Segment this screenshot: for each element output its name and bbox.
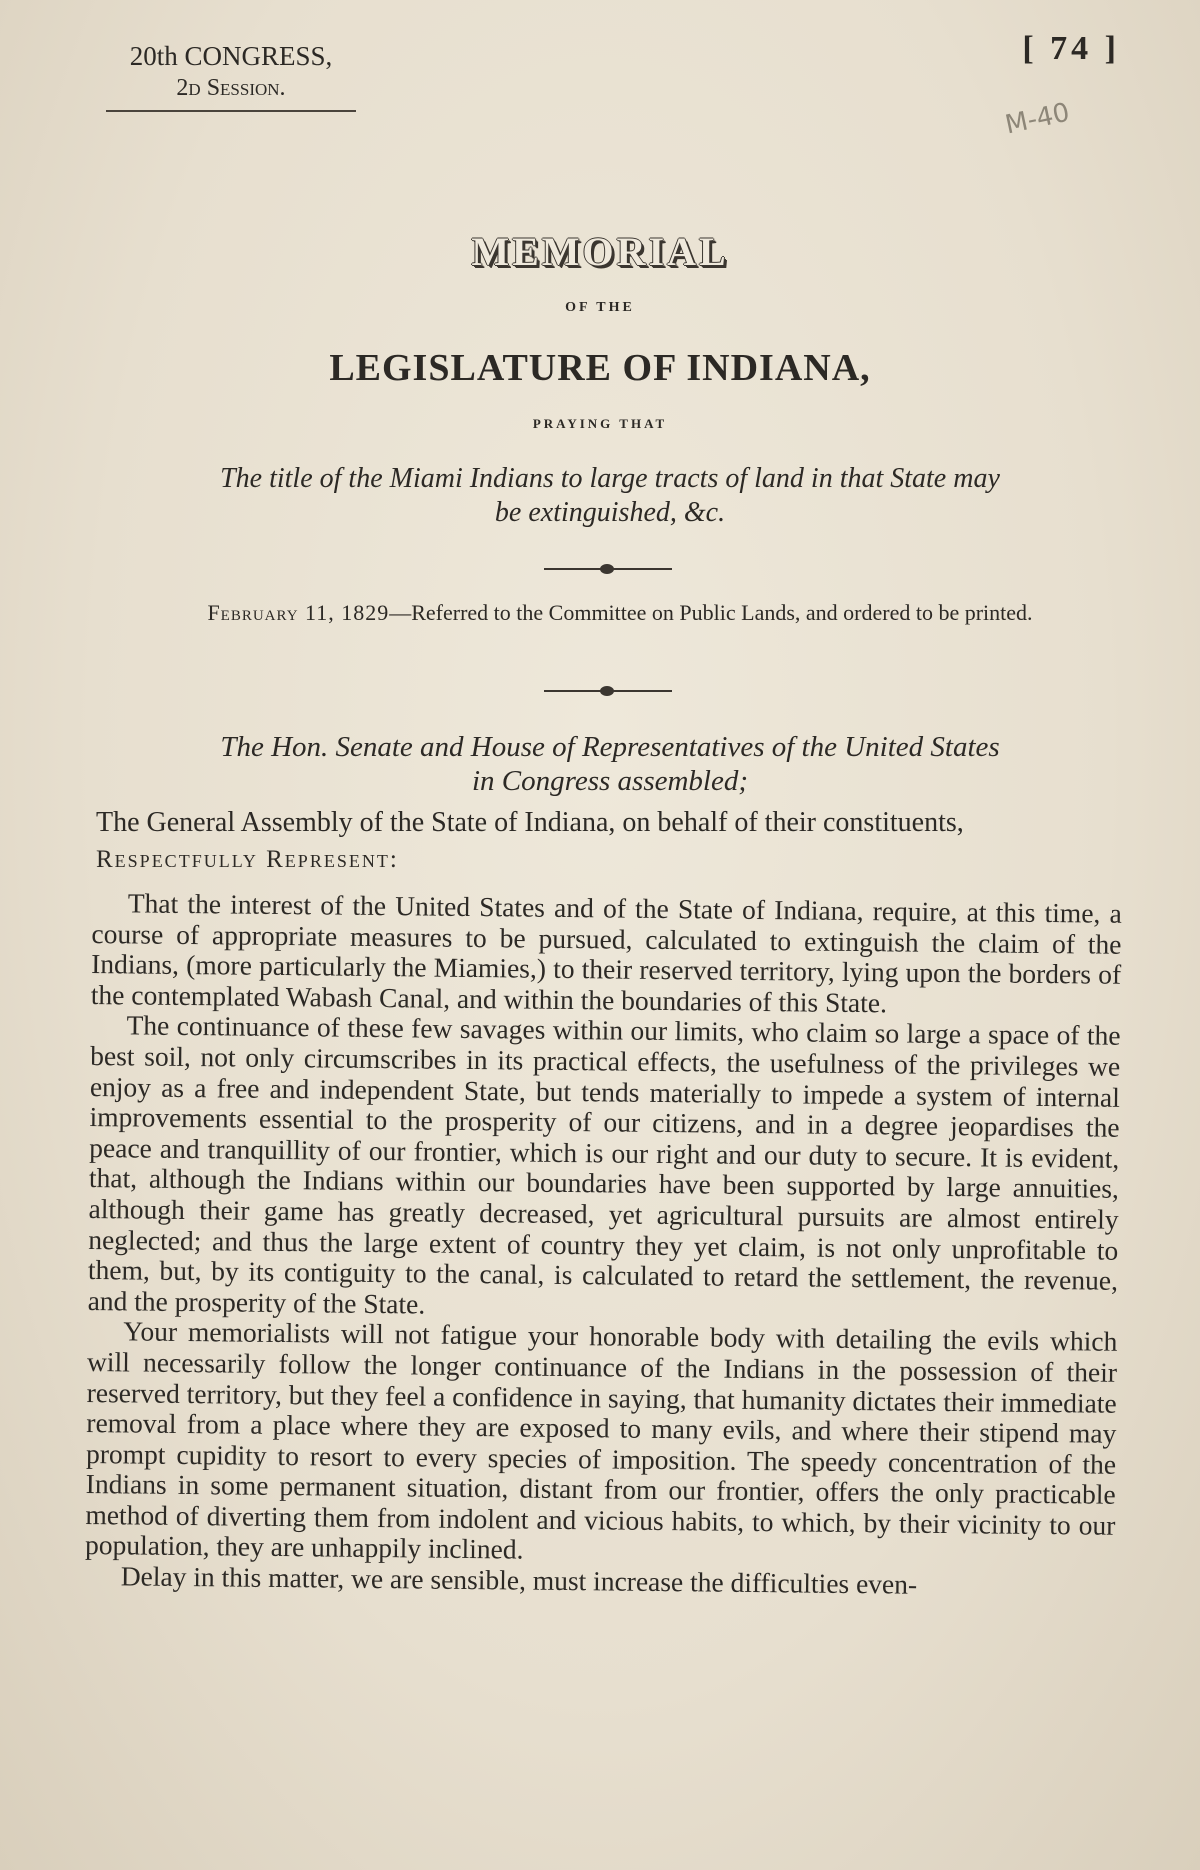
address-line-1: The Hon. Senate and House of Representatives of the United States	[220, 731, 1000, 763]
praying-that-label: PRAYING THAT	[532, 416, 668, 431]
legislature-heading: LEGISLATURE OF INDIANA,	[329, 347, 871, 389]
subject-title	[100, 462, 1120, 530]
assembly-line: The General Assembly of the State of Indiana, on behalf of their constituents,	[96, 807, 964, 838]
paragraph-2: The continuance of these few savages within our limits, who claim so large a space of the best soil, not only circumscribes in its practical effects, the usefulness of the privileges we enjoy as a free and independent State, but tends materially to impede a system of internal improvements essential to the prosperity of our citizens, and in a degree jeopardises the peace and tranquillity of our frontier, which is our right and our duty to secure. It is evident, that, although the Indians within our boundaries have been supported by large annuities, although their game has greatly decreased, yet agricultural pursuits are almost entirely neglected; and thus the large extent of country they yet claim, is not only unprofitable to them, but, by its contiguity to the canal, is calculated to retard the settlement, the revenue, and the prosperity of the State.	[87, 1009, 1121, 1320]
dateline-text: —Referred to the Committee on Public Lands, and ordered to be printed.	[389, 600, 1033, 625]
ornamental-rule-top	[544, 568, 672, 570]
address-heading	[100, 730, 1120, 798]
paragraph-1: That the interest of the United States and of the State of Indiana, require, at this time, a course of appropriate measures to be pursued, calculated to extinguish the claim of the Indians, (more particularly the Miamies,) to their reserved territory, lying upon the borders of the contemplated Wabash Canal, and within the boundaries of this State.	[90, 887, 1122, 1019]
address-line-2: in Congress assembled;	[471, 765, 749, 797]
memorial-body	[85, 888, 1122, 1602]
respectfully-represent: Respectfully Represent:	[96, 846, 399, 873]
memorial-heading: MEMORIAL	[471, 229, 729, 274]
dateline	[120, 600, 1120, 626]
session-label: 2d Session.	[176, 75, 286, 101]
dateline-date: February 11, 1829	[207, 600, 390, 625]
pencil-annotation: M-40	[1002, 97, 1073, 141]
subject-line-1: The title of the Miami Indians to large tracts of land in that State may	[220, 463, 1000, 494]
paragraph-3: Your memorialists will not fatigue your honorable body with detailing the evils which will necessarily follow the longer continuance of the Indians in the possession of their reserved territory, but they feel a confidence in saying, that humanity dictates their immediate removal from a place where they are exposed to many evils, and where their stipend may prompt cupidity to resort to every species of imposition. The speedy concentration of the Indians in some permanent situation, distant from our frontier, offers the only practicable method of diverting them from indolent and vicious habits, to which, by their vicinity to our population, they are unhappily inclined.	[84, 1315, 1118, 1566]
paragraph-4: Delay in this matter, we are sensible, must increase the difficulties even-	[120, 1560, 918, 1600]
subject-line-2: be extinguished, &c.	[494, 497, 726, 528]
congress-label: 20th CONGRESS,	[129, 41, 333, 71]
ornamental-rule-bottom	[544, 690, 672, 692]
page-number: [ 74 ]	[1022, 30, 1120, 67]
of-the-label: OF THE	[565, 300, 635, 315]
session-header	[106, 40, 356, 112]
